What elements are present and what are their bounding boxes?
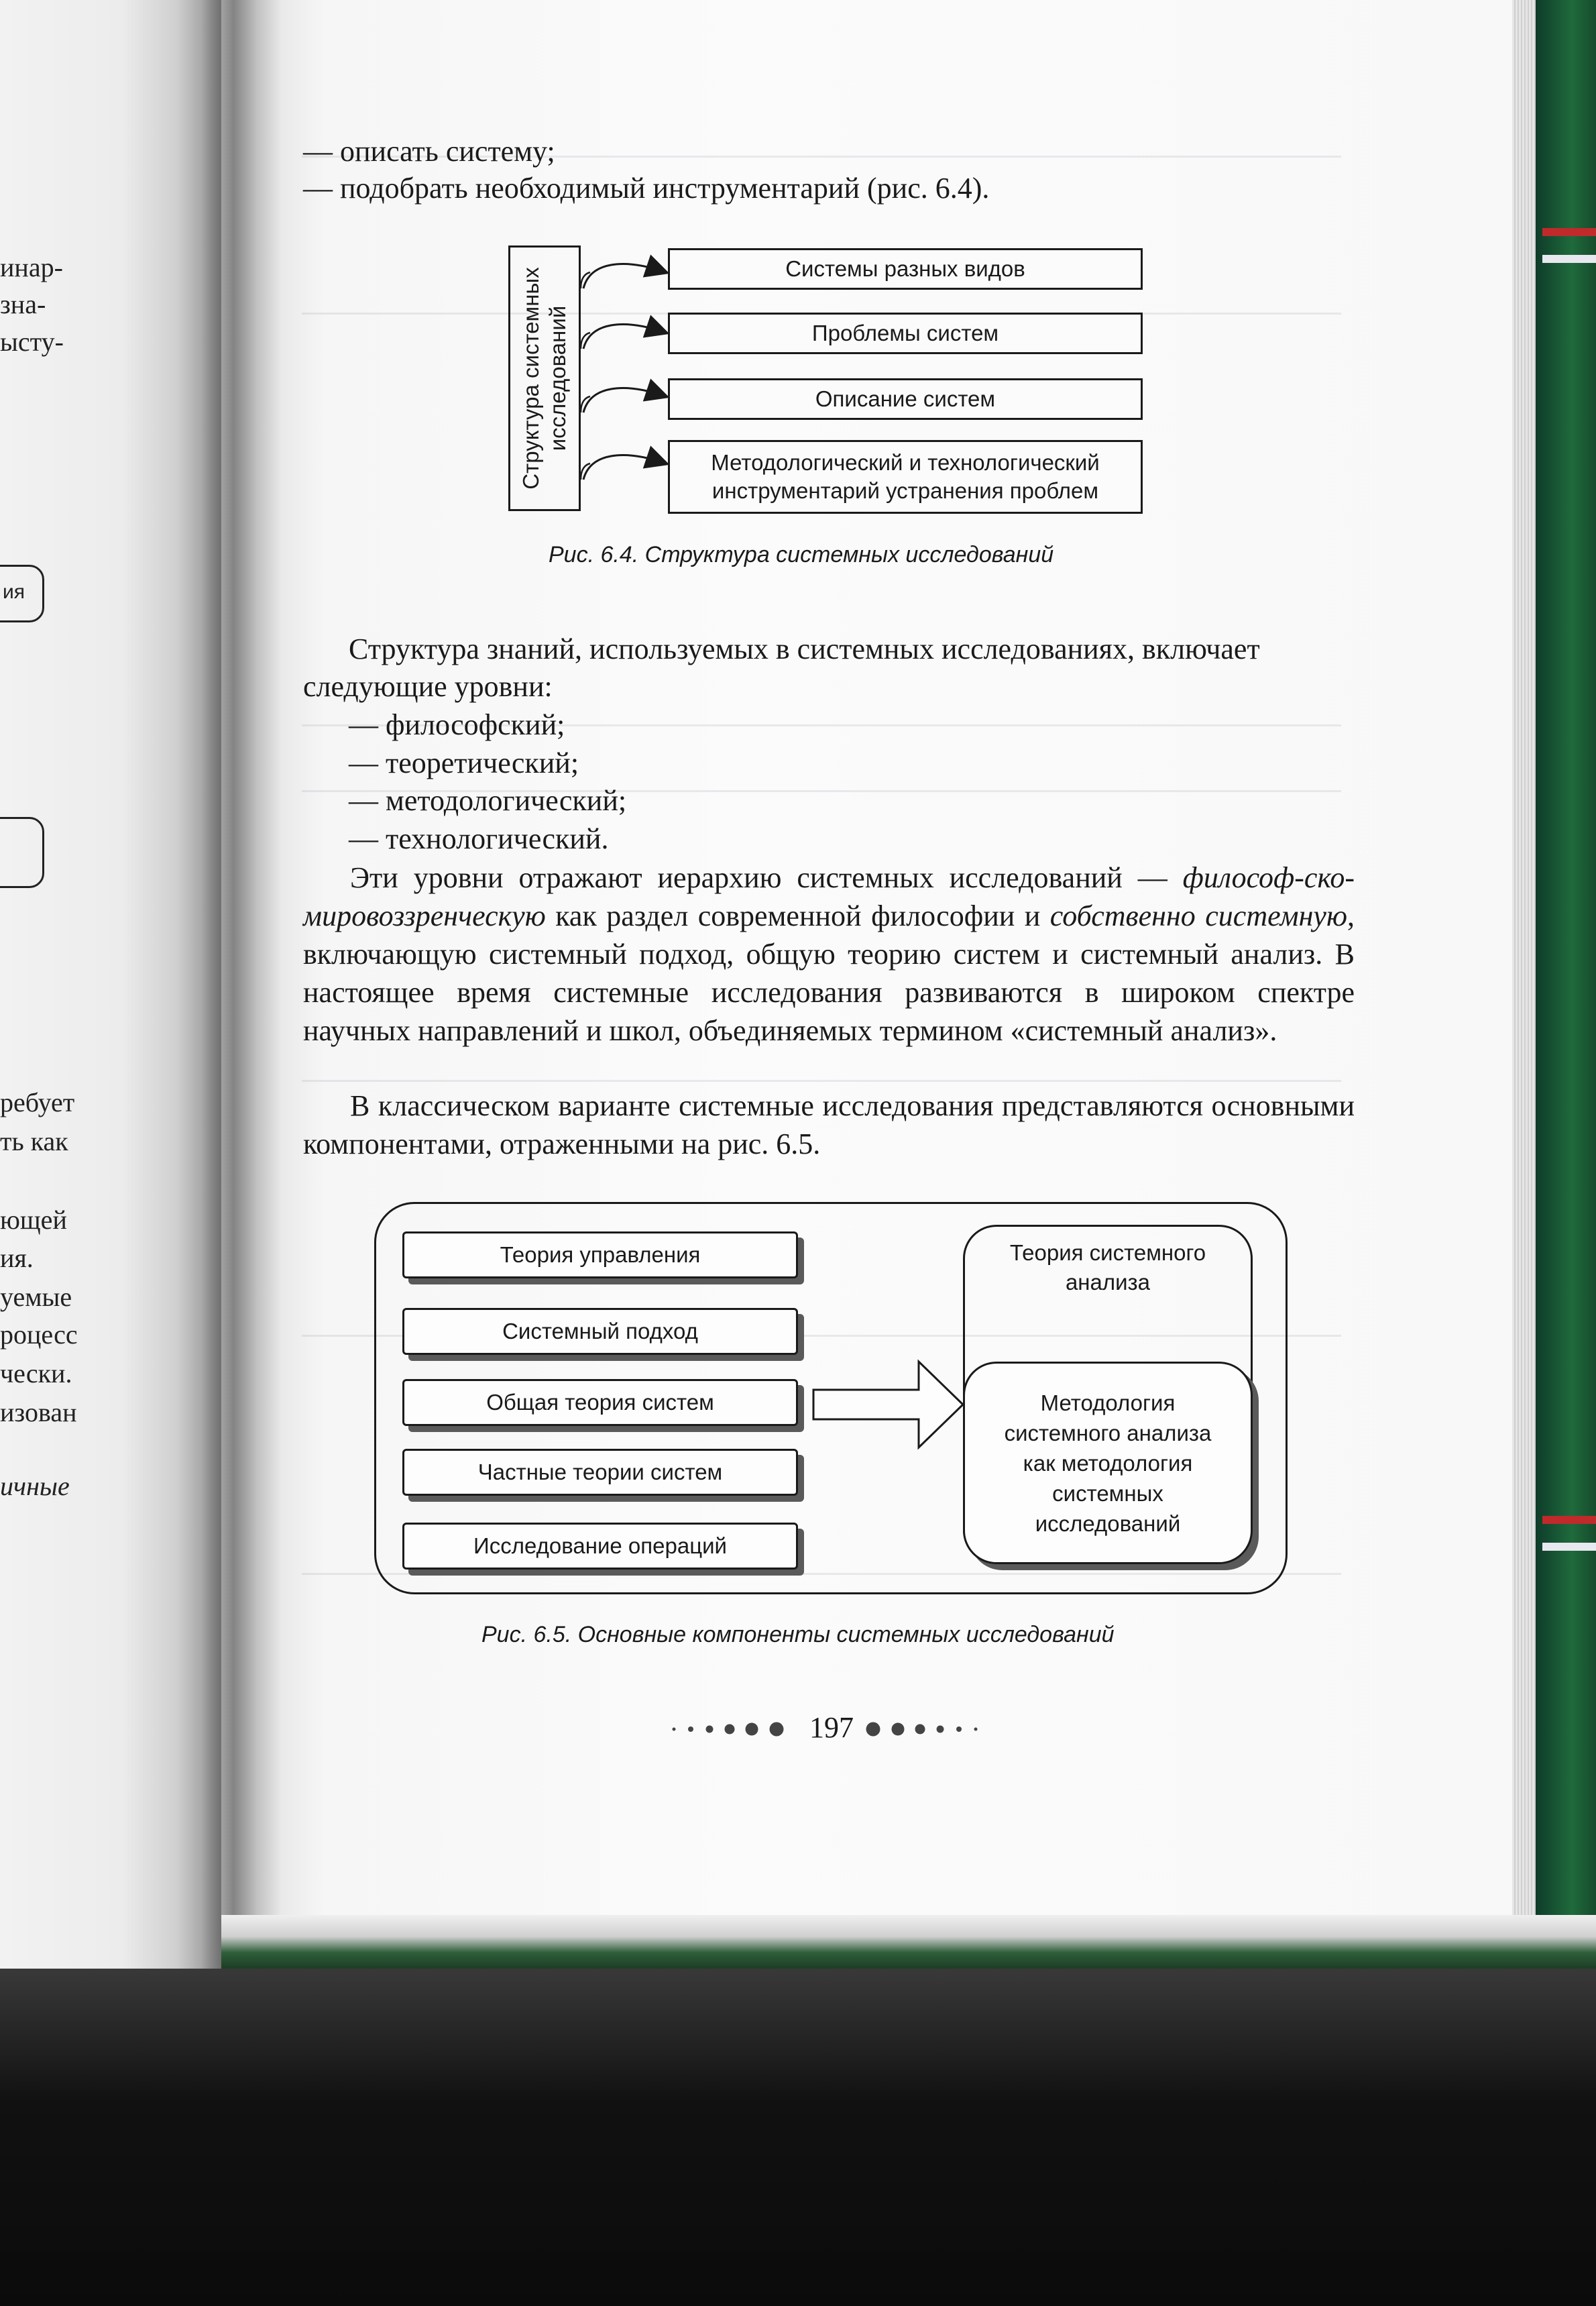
paragraph-text: Эти уровни отражают иерархию системных исследований — (350, 861, 1183, 894)
left-page-box (0, 817, 44, 888)
left-page (0, 0, 221, 1969)
page-number: 197 (809, 1711, 854, 1744)
footer-dot (770, 1722, 784, 1737)
footer-dot (688, 1726, 693, 1732)
left-page-line: изован (0, 1397, 77, 1427)
fig65-left-item: Исследование операций (402, 1523, 798, 1570)
left-page-line: ющей (0, 1205, 67, 1235)
fig64-item-label: Проблемы систем (811, 321, 999, 345)
fig64-item (668, 378, 1143, 420)
list-item: — описать систему; (303, 135, 555, 168)
fig64-title-line: исследований (545, 305, 570, 451)
fig65-arrow-icon (811, 1358, 966, 1451)
paragraph-text: В классическом варианте системные исследования представляются основными компонентами, отраженными на рис. 6.5. (303, 1089, 1355, 1160)
fig65-right-title (963, 1238, 1253, 1297)
cover-stripe (1542, 255, 1596, 263)
fig65-methodology-line: исследований (1035, 1511, 1181, 1536)
left-page-line: инар- (0, 252, 63, 282)
cover-stripe (1542, 1543, 1596, 1551)
list-item: — технологический. (349, 822, 609, 855)
fig65-methodology-line: Методология (1040, 1390, 1176, 1415)
fig65-methodology-line: как методология (1023, 1450, 1193, 1476)
book-cover (1536, 0, 1596, 1938)
fig64-item (668, 248, 1143, 290)
fig65-methodology-line: системных (1052, 1480, 1163, 1506)
fig65-right-title-line: анализа (1065, 1270, 1151, 1295)
list-item: — методологический; (349, 784, 627, 817)
cover-bottom-edge (221, 1915, 1596, 1969)
left-page-line: ть как (0, 1126, 68, 1156)
book-gutter (201, 0, 282, 1969)
fig65-left-item: Системный подход (402, 1308, 798, 1355)
fig64-item-label: Методологический и технологический (711, 450, 1100, 475)
list-item: — подобрать необходимый инструментарий (рис. 6.4). (303, 172, 990, 205)
paragraph-text: , включающую системный подход, общую теорию систем и системный анализ. В настоящее время системные исследования развиваются в широком спектре научных направлений и школ, объединяемых термином «системный анализ». (303, 899, 1355, 1047)
left-page-line: ичные (0, 1471, 70, 1501)
footer-dot (915, 1724, 925, 1735)
fig64-item (668, 440, 1143, 514)
fig64-item-label: Системы разных видов (785, 256, 1025, 281)
footer-dot (706, 1726, 714, 1733)
footer-dot (937, 1726, 944, 1733)
left-page-line: уемые (0, 1282, 72, 1312)
paragraph (303, 1087, 1355, 1163)
left-page-line: ысту- (0, 327, 64, 357)
page-edge (1512, 0, 1539, 1918)
fig64-item (668, 313, 1143, 354)
left-page-line: роцесс (0, 1319, 78, 1350)
arrow-icon (583, 264, 664, 288)
footer-dot (866, 1722, 880, 1737)
fig64-arrows (577, 241, 677, 510)
left-page-line: зна- (0, 289, 46, 319)
arrow-icon (583, 455, 664, 480)
fig65-left-item: Общая теория систем (402, 1379, 798, 1426)
footer-dot (725, 1724, 735, 1735)
list-item: — теоретический; (349, 747, 579, 779)
fig65-caption: Рис. 6.5. Основные компоненты системных исследований (481, 1622, 1115, 1647)
fig64-title-line: Структура системных (518, 267, 543, 490)
bleed-through (302, 1080, 1341, 1082)
footer-dot (746, 1723, 758, 1736)
left-page-line: чески. (0, 1358, 72, 1388)
paragraph (303, 859, 1355, 1050)
cover-stripe (1542, 1516, 1596, 1524)
footer-dot (974, 1728, 978, 1731)
paragraph-line: следующие уровни: (303, 670, 553, 703)
left-page-box-label: ия (3, 581, 25, 603)
fig65-right-title-line: Теория системного (1009, 1240, 1206, 1265)
arrow-icon (583, 388, 664, 413)
fig65-methodology-box (963, 1362, 1253, 1564)
fig65-left-item: Теория управления (402, 1231, 798, 1278)
emphasis: философ-ско-мировоззренческую (303, 861, 1355, 932)
emphasis: собственно системную (1049, 899, 1347, 932)
left-page-line: ребует (0, 1087, 75, 1117)
fig64-item-label: Описание систем (815, 386, 996, 411)
fig64-item-label: инструментарий устранения проблем (711, 478, 1099, 503)
fig65-left-item: Частные теории систем (402, 1449, 798, 1496)
list-item: — философский; (349, 708, 565, 741)
footer-dot (673, 1728, 676, 1731)
cover-stripe (1542, 228, 1596, 236)
fig64-caption: Рис. 6.4. Структура системных исследований (549, 542, 1054, 567)
left-page-line: ия. (0, 1243, 34, 1273)
arrow-icon (583, 325, 664, 349)
fig65-methodology-line: системного анализа (1004, 1420, 1212, 1445)
footer-dot (892, 1723, 905, 1736)
paragraph-line: Структура знаний, используемых в системных исследованиях, включает (349, 633, 1260, 665)
scanner-background (0, 1965, 1596, 2306)
footer-dot (956, 1726, 962, 1732)
paragraph-text: как раздел современной философии и (545, 899, 1050, 932)
fig64-title (518, 267, 571, 489)
